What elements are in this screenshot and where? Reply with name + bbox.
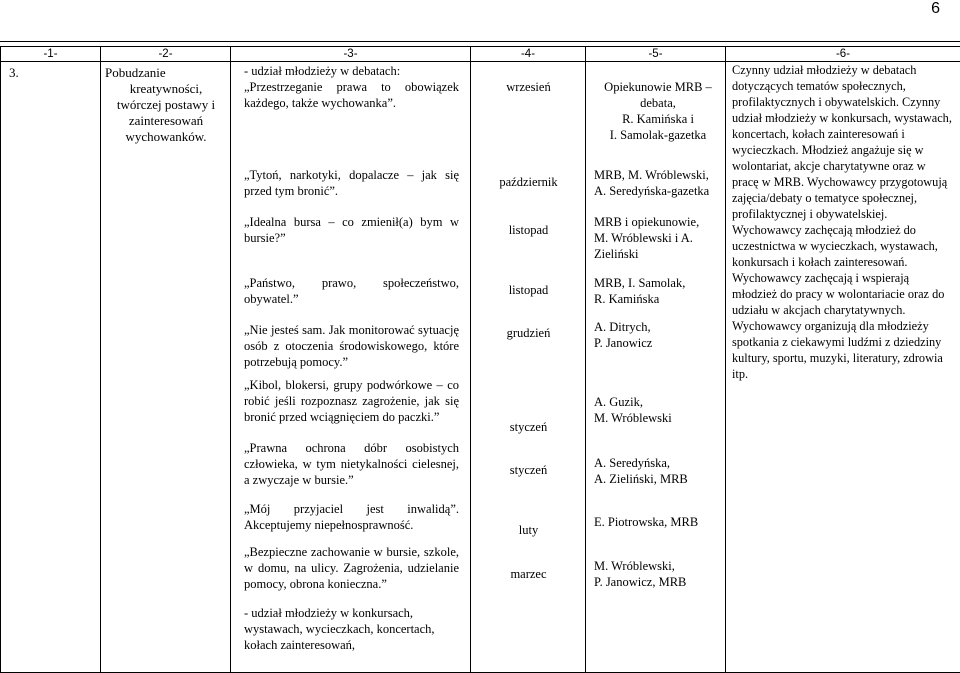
goal-line: kreatywności, (101, 81, 231, 97)
months-cell (471, 62, 586, 673)
col-header-1: -1- (1, 47, 101, 62)
month-label: grudzień (471, 325, 586, 341)
task-item: „Nie jesteś sam. Jak monitorować sytuację osób z otoczenia środowiskowego, które potrzebują pomocy.” (244, 322, 459, 370)
table-row (1, 62, 960, 673)
task-item: „Tytoń, narkotyki, dopalacze – jak się przed tym bronić”. (244, 167, 459, 199)
goal-line: Pobudzanie (101, 65, 231, 81)
outcomes-cell (726, 62, 960, 673)
goal-text (101, 65, 231, 145)
responsible-item: E. Piotrowska, MRB (594, 514, 724, 530)
responsible-item: MRB, I. Samolak, R. Kamińska (594, 275, 724, 307)
task-item: „Bezpieczne zachowanie w bursie, szkole, w domu, na ulicy. Zagrożenia, udzielanie pomocy, obrona konieczna.” (244, 544, 459, 592)
responsible-item: A. Guzik, M. Wróblewski (594, 394, 724, 426)
month-label: styczeń (471, 462, 586, 478)
task-item: „Idealna bursa – co zmienił(a) bym w bursie?” (244, 214, 459, 246)
responsible-item: MRB i opiekunowie, M. Wróblewski i A. Zieliński (594, 214, 724, 262)
page-number: 6 (931, 0, 940, 18)
col-header-4: -4- (471, 47, 586, 62)
top-rule (0, 41, 960, 42)
responsible-item: MRB, M. Wróblewski, A. Seredyńska-gazetka (594, 167, 724, 199)
col-header-6: -6- (726, 47, 960, 62)
col-header-5: -5- (586, 47, 726, 62)
task-item: „Przestrzeganie prawa to obowiązek każdego, także wychowanka”. (244, 79, 459, 111)
task-item: „Prawna ochrona dóbr osobistych człowieka, w tym nietykalności cielesnej, a zwyczaje w bursie.” (244, 440, 459, 488)
outcomes-text: Czynny udział młodzieży w debatach dotyczących tematów społecznych, profilaktycznych i obywatelskich. Czynny udział młodzieży w konkursach, wystawach, koncertach, kołach zainteresowań i wycieczkach. Młodzież angażuje się w wolontariat, akcje charytatywne oraz w pracę w MRB. Wychowawcy przygotowują zajęcia/debaty o tematyce społecznej, profilaktycznej i obywatelskiej. Wychowawcy zachęcają młodzież do uczestnictwa w wycieczkach, wystawach, konkursach i kołach zainteresowań. Wychowawcy zachęcają i wspierają młodzież do pracy w wolontariacie oraz do udziału w akcjach charytatywnych. Wychowawcy organizują dla młodzieży spotkania z ciekawymi ludźmi z dziedziny kultury, sportu, muzyki, literatury, zdrowia itp. (732, 62, 954, 382)
row-number: 3. (9, 65, 29, 81)
task-item: „Mój przyjaciel jest inwalidą”. Akceptujemy niepełnosprawność. (244, 501, 459, 533)
month-label: wrzesień (471, 79, 586, 95)
goal-cell (101, 62, 231, 673)
task-item: - udział młodzieży w debatach: (244, 63, 459, 79)
col-header-3: -3- (231, 47, 471, 62)
month-label: listopad (471, 282, 586, 298)
task-item: „Kibol, blokersi, grupy podwórkowe – co robić jeśli rozpoznasz zagrożenie, jak się bronić przed wciągnięciem do paczki.” (244, 377, 459, 425)
month-label: listopad (471, 222, 586, 238)
month-label: październik (471, 174, 586, 190)
goal-line: zainteresowań (101, 113, 231, 129)
header-row (1, 47, 960, 62)
number-cell (1, 62, 101, 673)
responsible-item: Opiekunowie MRB – debata, R. Kamińska i I. Samolak-gazetka (594, 79, 722, 143)
responsible-cell (586, 62, 726, 673)
responsible-item: A. Ditrych, P. Janowicz (594, 319, 724, 351)
col-header-2: -2- (101, 47, 231, 62)
responsible-item: M. Wróblewski, P. Janowicz, MRB (594, 558, 724, 590)
tasks-cell (231, 62, 471, 673)
plan-table (0, 46, 960, 673)
month-label: luty (471, 522, 586, 538)
task-item: - udział młodzieży w konkursach, wystawach, wycieczkach, koncertach, kołach zainteresowań, (244, 605, 459, 653)
month-label: styczeń (471, 419, 586, 435)
responsible-item: A. Seredyńska, A. Zieliński, MRB (594, 455, 724, 487)
month-label: marzec (471, 566, 586, 582)
task-item: „Państwo, prawo, społeczeństwo, obywatel.” (244, 275, 459, 307)
goal-line: wychowanków. (101, 129, 231, 145)
goal-line: twórczej postawy i (101, 97, 231, 113)
